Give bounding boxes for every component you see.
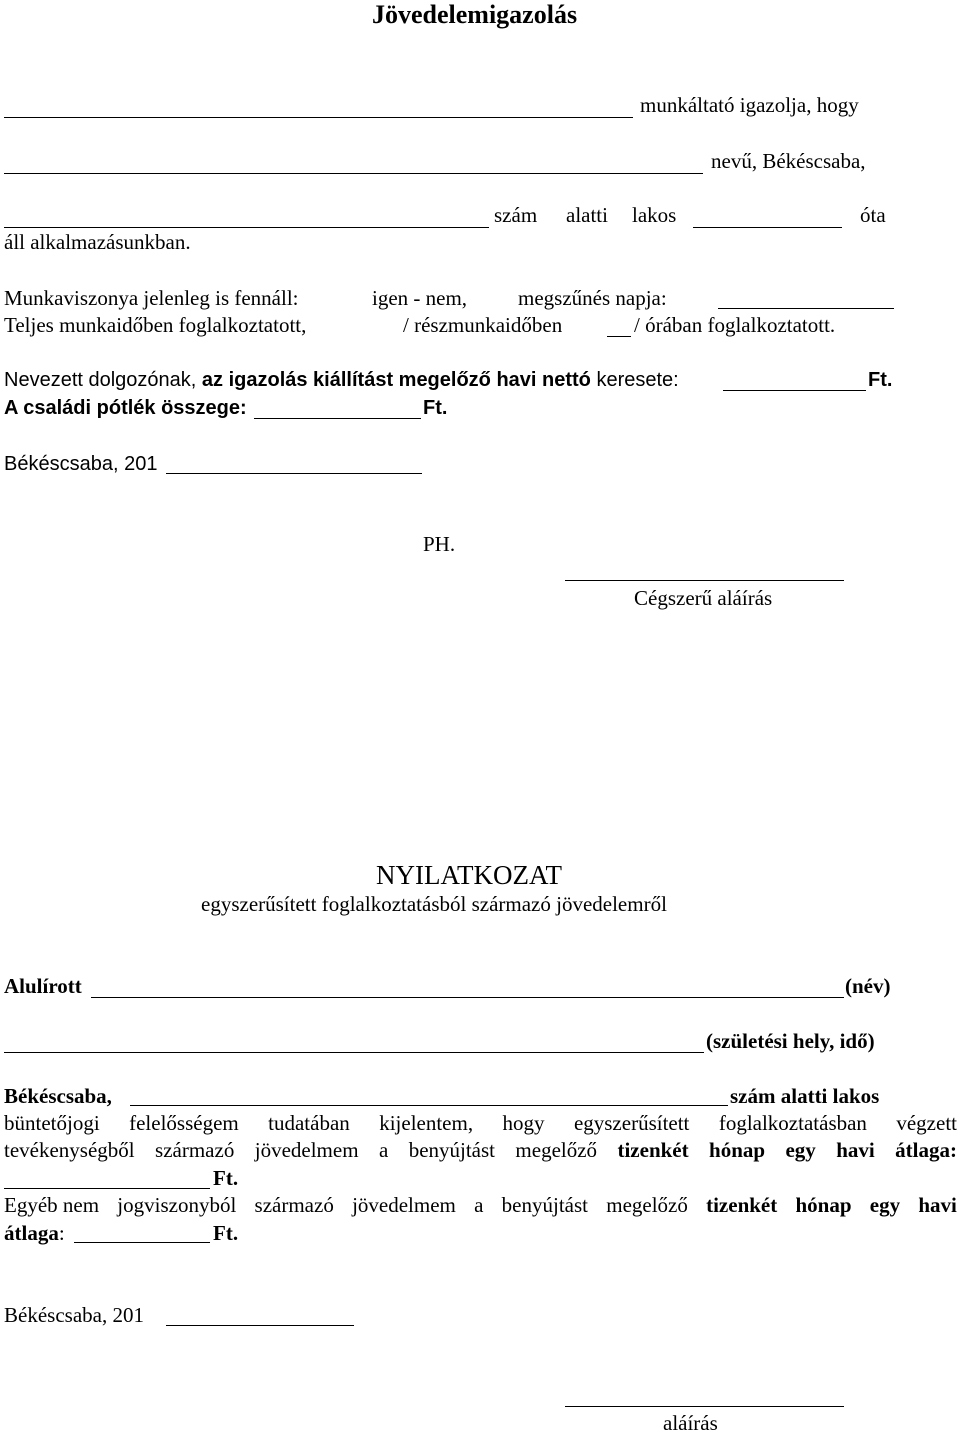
undersigned-label: Alulírott (4, 974, 82, 998)
termination-date-label: megszűnés napja: (518, 286, 667, 310)
average-label-colon: : (58, 1221, 65, 1245)
word: végzett (896, 1111, 957, 1135)
company-signature-label: Cégszerű aláírás (634, 586, 773, 610)
declaration-date-field[interactable] (166, 1325, 354, 1326)
declarant-address-field[interactable] (130, 1105, 728, 1106)
declaration-subtitle: egyszerűsített foglalkoztatásból származó jövedelemről (201, 892, 667, 916)
declaration-body-line-1 (4, 1113, 957, 1134)
certificate-date-field[interactable] (166, 473, 422, 474)
certificate-date-label: Békéscsaba, 201 (4, 453, 158, 475)
declarant-city: Békéscsaba, (4, 1084, 112, 1108)
address-szam-text: szám (494, 203, 538, 227)
word: megelőző (515, 1138, 598, 1162)
employee-name-suffix: nevű, Békéscsaba, (711, 149, 866, 173)
declarant-name-field[interactable] (91, 997, 844, 998)
net-income-bold-text: az igazolás kiállítást megelőző havi nettó (201, 369, 591, 391)
net-income-prefix: Nevezett dolgozónak, (4, 369, 197, 391)
address-alatti-text: alatti (566, 203, 608, 227)
declarant-signature-line[interactable] (565, 1406, 844, 1407)
word: benyújtást (501, 1193, 588, 1217)
family-allowance-currency: Ft. (423, 397, 448, 419)
declaration-body-line-2 (4, 1140, 957, 1161)
word: jövedelmem (352, 1193, 456, 1217)
declaration-date-label: Békéscsaba, 201 (4, 1303, 144, 1327)
net-income-suffix: keresete: (596, 369, 679, 391)
employer-name-field[interactable] (4, 117, 633, 118)
word: felelősségem (129, 1111, 239, 1135)
address-field[interactable] (4, 227, 489, 228)
net-income-field[interactable] (723, 390, 866, 391)
word-bold: egy (869, 1193, 901, 1217)
word: tevékenységből (4, 1138, 135, 1162)
word: Egyéb nem (4, 1193, 100, 1217)
word: jövedelmem (254, 1138, 359, 1162)
net-income-row (4, 370, 679, 390)
other-income-average-label (4, 1223, 65, 1244)
stamp-placeholder: PH. (423, 532, 456, 556)
word: büntetőjogi (4, 1111, 100, 1135)
parttime-label: / részmunkaidőben (403, 313, 563, 337)
word-bold: havi (836, 1138, 875, 1162)
hours-label: / órában foglalkoztatott. (634, 313, 836, 337)
other-income-average-field[interactable] (74, 1242, 210, 1243)
family-allowance-field[interactable] (254, 418, 421, 419)
word: benyújtást (408, 1138, 496, 1162)
employment-text: áll alkalmazásunkban. (4, 230, 191, 254)
document-title: Jövedelemigazolás (372, 0, 578, 29)
average-label-bold: átlaga (4, 1221, 59, 1245)
word: jogviszonyból (117, 1193, 237, 1217)
family-allowance-label: A családi pótlék összege: (4, 397, 247, 419)
word: származó (155, 1138, 235, 1162)
address-lakos-text: lakos (632, 203, 677, 227)
word: a (474, 1193, 484, 1217)
other-income-line (4, 1195, 957, 1216)
simplified-income-currency: Ft. (213, 1166, 239, 1190)
net-income-currency: Ft. (868, 369, 893, 391)
employer-certifies-text: munkáltató igazolja, hogy (640, 93, 859, 117)
address-suffix: szám alatti lakos (730, 1084, 880, 1108)
word-bold: átlaga: (895, 1138, 957, 1162)
word: foglalkoztatásban (718, 1111, 867, 1135)
word-bold: tizenkét (617, 1138, 689, 1162)
declaration-title: NYILATKOZAT (376, 860, 562, 890)
other-income-currency: Ft. (213, 1221, 239, 1245)
birth-place-date-field[interactable] (4, 1052, 704, 1053)
word: származó (254, 1193, 334, 1217)
word-bold: tizenkét (706, 1193, 778, 1217)
employment-start-field[interactable] (693, 227, 842, 228)
company-signature-line[interactable] (565, 580, 844, 581)
word: hogy (502, 1111, 545, 1135)
declarant-signature-label: aláírás (663, 1411, 718, 1435)
word: tudatában (268, 1111, 350, 1135)
fulltime-label: Teljes munkaidőben foglalkoztatott, (4, 313, 307, 337)
word-bold: hónap (709, 1138, 766, 1162)
employment-status-label: Munkaviszonya jelenleg is fennáll: (4, 286, 299, 310)
employment-status-options[interactable]: igen - nem, (372, 286, 468, 310)
since-text: óta (860, 203, 886, 227)
word: megelőző (606, 1193, 688, 1217)
word-bold: egy (785, 1138, 816, 1162)
parttime-hours-field[interactable] (607, 336, 631, 337)
termination-date-field[interactable] (718, 308, 894, 309)
employee-name-field[interactable] (4, 173, 703, 174)
name-hint: (név) (845, 974, 891, 998)
simplified-income-average-field[interactable] (4, 1188, 210, 1189)
word: a (378, 1138, 389, 1162)
word-bold: hónap (795, 1193, 852, 1217)
birth-hint: (születési hely, idő) (706, 1029, 875, 1053)
word: kijelentem, (379, 1111, 474, 1135)
word: egyszerűsített (573, 1111, 690, 1135)
word-bold: havi (918, 1193, 957, 1217)
